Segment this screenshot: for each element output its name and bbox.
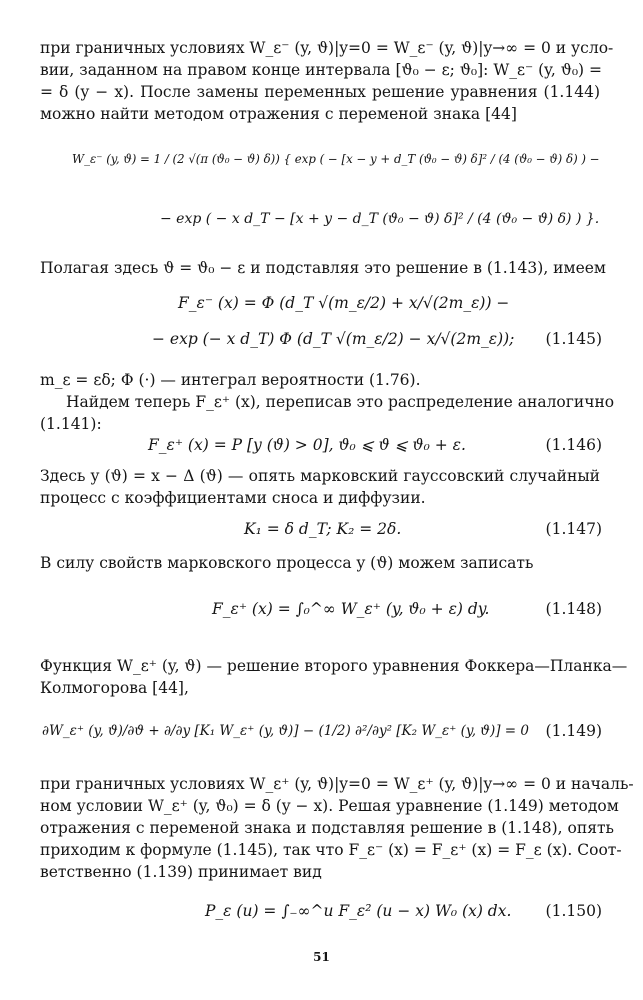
equation-1149: ∂W_ε⁺ (y, ϑ)/∂ϑ + ∂/∂y [K₁ W_ε⁺ (y, ϑ)] − (1/2) ∂²/∂y² [K₂ W_ε⁺ (y, ϑ)] = 0	[42, 723, 529, 739]
text-line: В силу свойств марковского процесса y (ϑ) можем записать	[40, 554, 534, 572]
equation-w-minus-line2: − exp ( − x d_T − [x + y − d_T (ϑ₀ − ϑ) δ]² / (4 (ϑ₀ − ϑ) δ) ) }.	[160, 211, 600, 227]
text-line: отражения с переменой знака и подставляя решение в (1.148), опять	[40, 819, 614, 837]
equation-1150: P_ε (u) = ∫₋∞^u F_ε² (u − x) W₀ (x) dx.	[205, 902, 512, 920]
text-line: ном условии W_ε⁺ (y, ϑ₀) = δ (y − x). Решая уравнение (1.149) методом	[40, 797, 619, 815]
equation-number: (1.150)	[545, 902, 602, 920]
equation-w-minus-line1: W_ε⁻ (y, ϑ) = 1 / (2 √(π (ϑ₀ − ϑ) δ)) { exp ( − [x − y + d_T (ϑ₀ − ϑ) δ]² / (4 (ϑ₀ − ϑ) δ) ) −	[72, 152, 600, 166]
equation-1145-line2: − exp (− x d_T) Φ (d_T √(m_ε/2) − x/√(2m_ε));	[152, 330, 515, 348]
text-line: можно найти методом отражения с переменой знака [44]	[40, 105, 517, 123]
text-line: приходим к формуле (1.145), так что F_ε⁻ (x) = F_ε⁺ (x) = F_ε (x). Соот-	[40, 841, 622, 859]
text-line: при граничных условиях W_ε⁻ (y, ϑ)|y=0 = W_ε⁻ (y, ϑ)|y→∞ = 0 и усло-	[40, 39, 614, 57]
text-line: ветственно (1.139) принимает вид	[40, 863, 322, 881]
equation-number: (1.149)	[545, 722, 602, 740]
text-line: Полагая здесь ϑ = ϑ₀ − ε и подставляя это решение в (1.143), имеем	[40, 259, 606, 277]
text-line: Здесь y (ϑ) = x − Δ (ϑ) — опять марковский гауссовский случайный	[40, 467, 600, 485]
equation-1145-line1: F_ε⁻ (x) = Φ (d_T √(m_ε/2) + x/√(2m_ε)) −	[178, 294, 510, 312]
text-line: при граничных условиях W_ε⁺ (y, ϑ)|y=0 = W_ε⁺ (y, ϑ)|y→∞ = 0 и началь-	[40, 775, 634, 793]
text-line: вии, заданном на правом конце интервала [ϑ₀ − ε; ϑ₀]: W_ε⁻ (y, ϑ₀) =	[40, 61, 602, 79]
text-line: Найдем теперь F_ε⁺ (x), переписав это распределение аналогично	[66, 393, 615, 411]
text-line: = δ (y − x). После замены переменных решение уравнения (1.144)	[40, 83, 600, 101]
equation-number: (1.146)	[545, 436, 602, 454]
equation-1146: F_ε⁺ (x) = P [y (ϑ) > 0], ϑ₀ ⩽ ϑ ⩽ ϑ₀ + ε.	[148, 436, 466, 454]
text-line: m_ε = εδ; Φ (·) — интеграл вероятности (1.76).	[40, 371, 421, 389]
text-line: процесс с коэффициентами сноса и диффузии.	[40, 489, 426, 507]
text-line: Функция W_ε⁺ (y, ϑ) — решение второго уравнения Фоккера—Планка—	[40, 657, 628, 675]
equation-1148: F_ε⁺ (x) = ∫₀^∞ W_ε⁺ (y, ϑ₀ + ε) dy.	[212, 600, 490, 618]
equation-number: (1.147)	[545, 520, 602, 538]
text-line: Колмогорова [44],	[40, 679, 189, 697]
equation-number: (1.148)	[545, 600, 602, 618]
equation-number: (1.145)	[545, 330, 602, 348]
equation-1147: K₁ = δ d_T; K₂ = 2δ.	[244, 520, 402, 538]
page-number: 51	[313, 950, 330, 964]
text-line: (1.141):	[40, 415, 102, 433]
